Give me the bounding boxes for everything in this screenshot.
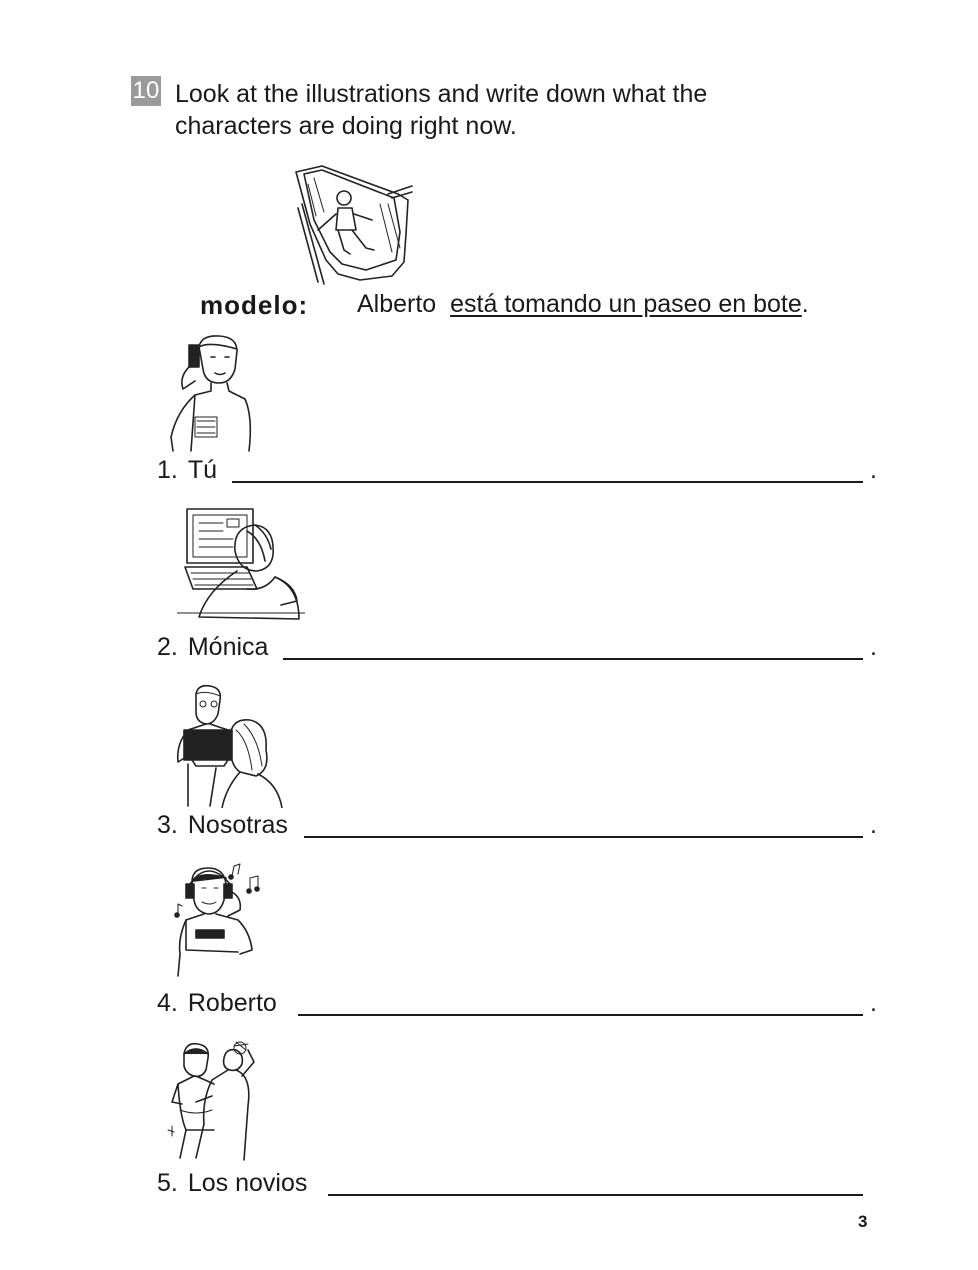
couple-dancing-illustration <box>166 1040 266 1164</box>
item-4-period: . <box>870 989 877 1017</box>
modelo-answer: está tomando un paseo en bote <box>450 290 802 318</box>
item-4-answer-line[interactable] <box>298 1014 863 1016</box>
item-4-number: 4. <box>157 989 178 1017</box>
item-3-subject: Nosotras <box>187 811 288 839</box>
modelo-period: . <box>801 290 809 318</box>
item-1-answer-line[interactable] <box>232 481 863 483</box>
item-2-label <box>157 633 268 662</box>
item-4-subject: Roberto <box>187 989 277 1017</box>
boat-rowing-illustration <box>288 164 416 288</box>
item-2-number: 2. <box>157 633 178 661</box>
page-number: 3 <box>858 1212 868 1231</box>
boy-headphones-illustration <box>168 858 270 980</box>
item-1-label <box>157 456 217 485</box>
item-1-period: . <box>870 456 877 484</box>
two-girls-reading-illustration <box>166 684 286 808</box>
item-1-number: 1. <box>157 456 178 484</box>
item-3-answer-line[interactable] <box>304 836 863 838</box>
item-3-period: . <box>870 811 877 839</box>
modelo-subject: Alberto <box>357 290 437 318</box>
item-5-number: 5. <box>157 1169 178 1197</box>
item-5-label <box>157 1169 307 1198</box>
boy-phone-illustration <box>165 333 260 453</box>
item-4-label <box>157 989 277 1018</box>
modelo-label: modelo: <box>200 290 309 320</box>
item-5-answer-line[interactable] <box>328 1194 863 1196</box>
exercise-instructions: Look at the illustrations and write down what the characters are doing right now. <box>175 80 708 140</box>
item-5-subject: Los novios <box>187 1169 308 1197</box>
item-2-period: . <box>870 633 877 661</box>
modelo-sentence <box>357 290 809 319</box>
item-1-subject: Tú <box>187 456 218 484</box>
item-2-answer-line[interactable] <box>283 658 863 660</box>
girl-computer-illustration <box>177 505 305 627</box>
item-3-number: 3. <box>157 811 178 839</box>
exercise-number-badge: 10 <box>132 77 160 104</box>
item-3-label <box>157 811 288 840</box>
item-2-subject: Mónica <box>187 633 269 661</box>
